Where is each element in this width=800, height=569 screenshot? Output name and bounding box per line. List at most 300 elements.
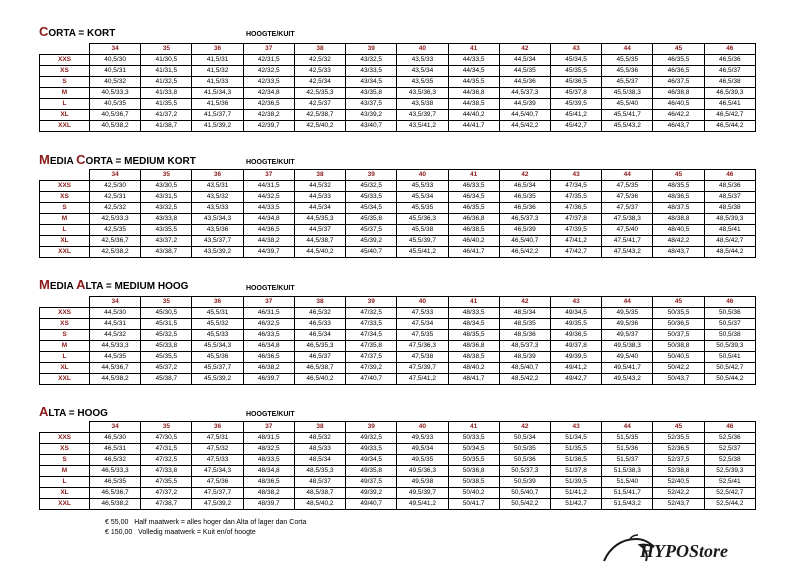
measurement-cell: 45,5/34,3 — [192, 341, 243, 352]
measurement-cell: 46/41,7 — [448, 247, 499, 258]
measurement-cell: 41,5/31 — [192, 55, 243, 66]
table-row — [40, 192, 756, 203]
measurement-cell: 45/30,5 — [141, 308, 192, 319]
measurement-cell: 47/33,5 — [346, 319, 397, 330]
measurement-cell: 42,5/37 — [294, 99, 345, 110]
measurement-cell: 45,5/31 — [192, 308, 243, 319]
measurement-cell: 51/41,2 — [550, 488, 601, 499]
size-column-header: 37 — [243, 422, 294, 433]
measurement-cell: 44,5/33,3 — [90, 341, 141, 352]
measurement-cell: 48/38,5 — [448, 352, 499, 363]
size-column-header: 42 — [499, 170, 550, 181]
measurement-cell: 47,5/36,3 — [397, 341, 448, 352]
measurement-cell: 43,5/39,2 — [192, 247, 243, 258]
measurement-cell: 40,5/32 — [90, 77, 141, 88]
section-title-corta: CORTA = KORT — [39, 24, 116, 39]
measurement-cell: 50/41,7 — [448, 499, 499, 510]
measurement-cell: 44,5/37,3 — [499, 88, 550, 99]
measurement-cell: 46,5/36 — [499, 203, 550, 214]
measurement-cell: 47/37,5 — [346, 352, 397, 363]
size-column-header: 34 — [90, 297, 141, 308]
size-column-header: 41 — [448, 44, 499, 55]
measurement-cell: 48/34,5 — [448, 319, 499, 330]
measurement-cell: 43,5/38 — [397, 99, 448, 110]
measurement-cell: 46,5/33 — [294, 319, 345, 330]
measurement-cell: 50,5/44,2 — [704, 374, 755, 385]
measurement-cell: 46,5/33,3 — [90, 466, 141, 477]
size-column-header: 39 — [346, 422, 397, 433]
measurement-cell: 40,5/38,2 — [90, 121, 141, 132]
table-row — [40, 203, 756, 214]
measurement-cell: 52/36,5 — [653, 444, 704, 455]
size-column-header: 43 — [550, 422, 601, 433]
measurement-cell: 48,5/37 — [704, 192, 755, 203]
size-column-header: 37 — [243, 170, 294, 181]
measurement-cell: 43/35,8 — [346, 88, 397, 99]
measurement-cell: 49/35,5 — [550, 319, 601, 330]
measurement-cell: 49,5/38 — [397, 477, 448, 488]
table-row — [40, 247, 756, 258]
measurement-cell: 44/38,5 — [448, 99, 499, 110]
measurement-cell: 47/36,5 — [550, 203, 601, 214]
measurement-cell: 50,5/35 — [499, 444, 550, 455]
size-column-header: 34 — [90, 422, 141, 433]
measurement-cell: 45/39,5 — [550, 99, 601, 110]
measurement-cell: 50/40,2 — [448, 488, 499, 499]
measurement-cell: 46,5/37 — [704, 66, 755, 77]
measurement-cell: 44,5/30 — [90, 308, 141, 319]
measurement-cell: 44,5/32 — [294, 181, 345, 192]
measurement-cell: 47/37,8 — [550, 214, 601, 225]
measurement-cell: 47/42,7 — [550, 247, 601, 258]
measurement-cell: 42,5/32 — [90, 203, 141, 214]
measurement-cell: 52/35,5 — [653, 433, 704, 444]
measurement-cell: 46/38,5 — [448, 225, 499, 236]
measurement-cell: 47/35,5 — [141, 477, 192, 488]
measurement-cell: 51,5/36 — [602, 444, 653, 455]
measurement-cell: 46/32,5 — [243, 319, 294, 330]
measurement-cell: 41/35,5 — [141, 99, 192, 110]
measurement-cell: 45,5/33 — [397, 181, 448, 192]
note-half-custom — [105, 519, 306, 526]
measurement-cell: 45/34,5 — [346, 203, 397, 214]
measurement-cell: 43/35,5 — [141, 225, 192, 236]
measurement-cell: 45,5/35 — [602, 55, 653, 66]
measurement-cell: 48/41,7 — [448, 374, 499, 385]
measurement-cell: 47/41,2 — [550, 236, 601, 247]
measurement-cell: 45,5/36 — [192, 352, 243, 363]
size-label: XXS — [40, 308, 90, 319]
subheader-alta: HOOGTE/KUIT — [246, 411, 295, 418]
table-row — [40, 77, 756, 88]
measurement-cell: 45/35,8 — [346, 214, 397, 225]
measurement-cell: 46/43,7 — [653, 121, 704, 132]
measurement-cell: 49/36,5 — [550, 330, 601, 341]
size-column-header: 39 — [346, 297, 397, 308]
measurement-cell: 46,5/41 — [704, 99, 755, 110]
measurement-cell: 43/40,7 — [346, 121, 397, 132]
measurement-cell: 43/34,5 — [346, 77, 397, 88]
measurement-cell: 48/35,5 — [653, 181, 704, 192]
measurement-cell: 50,5/39,3 — [704, 341, 755, 352]
size-label: M — [40, 88, 90, 99]
table-row — [40, 121, 756, 132]
measurement-cell: 47,5/39,2 — [192, 499, 243, 510]
measurement-cell: 42/38,2 — [243, 110, 294, 121]
size-column-header: 36 — [192, 170, 243, 181]
measurement-cell: 49/40,7 — [346, 499, 397, 510]
measurement-cell: 47/33,8 — [141, 466, 192, 477]
measurement-cell: 48,5/34 — [499, 308, 550, 319]
measurement-cell: 46,5/36,7 — [90, 488, 141, 499]
size-column-header: 40 — [397, 44, 448, 55]
measurement-cell: 42/33,5 — [243, 77, 294, 88]
measurement-cell: 49,5/41,2 — [397, 499, 448, 510]
measurement-cell: 44,5/34 — [294, 203, 345, 214]
measurement-cell: 48/36,5 — [653, 192, 704, 203]
size-column-header: 46 — [704, 297, 755, 308]
measurement-cell: 49,5/39,7 — [397, 488, 448, 499]
measurement-cell: 50,5/36 — [499, 455, 550, 466]
measurement-cell: 45,5/34 — [397, 192, 448, 203]
size-column-header: 38 — [294, 297, 345, 308]
measurement-cell: 47/31,5 — [141, 444, 192, 455]
measurement-cell: 43/39,2 — [346, 110, 397, 121]
table-row — [40, 55, 756, 66]
measurement-cell: 49,5/43,2 — [602, 374, 653, 385]
measurement-cell: 45/34,5 — [550, 55, 601, 66]
measurement-cell: 48,5/41 — [704, 225, 755, 236]
measurement-cell: 43/30,5 — [141, 181, 192, 192]
size-column-header: 36 — [192, 297, 243, 308]
measurement-cell: 49,5/37 — [602, 330, 653, 341]
measurement-cell: 52,5/37 — [704, 444, 755, 455]
measurement-cell: 41/31,5 — [141, 66, 192, 77]
measurement-cell: 48,5/34 — [294, 455, 345, 466]
measurement-cell: 47,5/40 — [602, 225, 653, 236]
logo-text: HYPOStore — [640, 541, 728, 561]
size-label: S — [40, 455, 90, 466]
measurement-cell: 46,5/39 — [499, 225, 550, 236]
measurement-cell: 43,5/36,3 — [397, 88, 448, 99]
size-label: XXS — [40, 55, 90, 66]
measurement-cell: 45,5/43,2 — [602, 121, 653, 132]
section-title-media-corta: MEDIA CORTA = MEDIUM KORT — [39, 152, 196, 167]
size-column-header: 43 — [550, 44, 601, 55]
size-table-media-corta — [39, 169, 756, 258]
measurement-cell: 43/33,8 — [141, 214, 192, 225]
measurement-cell: 48,5/38,7 — [294, 488, 345, 499]
measurement-cell: 40,5/31 — [90, 66, 141, 77]
measurement-cell: 44,5/35,3 — [294, 214, 345, 225]
table-row — [40, 110, 756, 121]
measurement-cell: 47,5/37 — [602, 203, 653, 214]
table-row — [40, 225, 756, 236]
measurement-cell: 45,5/41,2 — [397, 247, 448, 258]
measurement-cell: 52,5/38 — [704, 455, 755, 466]
measurement-cell: 47,5/31 — [192, 433, 243, 444]
measurement-cell: 49,5/35 — [397, 455, 448, 466]
measurement-cell: 45/37,2 — [141, 363, 192, 374]
measurement-cell: 50,5/37 — [704, 319, 755, 330]
measurement-cell: 46,5/38 — [704, 77, 755, 88]
measurement-cell: 49/39,5 — [550, 352, 601, 363]
measurement-cell: 47,5/34 — [397, 319, 448, 330]
measurement-cell: 51/34,5 — [550, 433, 601, 444]
measurement-cell: 49,5/36 — [602, 319, 653, 330]
size-column-header: 35 — [141, 297, 192, 308]
measurement-cell: 42,5/32 — [294, 55, 345, 66]
measurement-cell: 46/40,5 — [653, 99, 704, 110]
measurement-cell: 45/38,7 — [141, 374, 192, 385]
measurement-cell: 41/38,7 — [141, 121, 192, 132]
measurement-cell: 45,5/35 — [397, 203, 448, 214]
measurement-cell: 46,5/38,7 — [294, 363, 345, 374]
measurement-cell: 46/37,5 — [653, 77, 704, 88]
size-label: XL — [40, 363, 90, 374]
table-row — [40, 341, 756, 352]
measurement-cell: 44,5/38,2 — [90, 374, 141, 385]
measurement-cell: 46,5/30 — [90, 433, 141, 444]
measurement-cell: 47,5/34,3 — [192, 466, 243, 477]
size-column-header: 39 — [346, 170, 397, 181]
measurement-cell: 42,5/33 — [294, 66, 345, 77]
measurement-cell: 41/33,8 — [141, 88, 192, 99]
section-title-media-alta: MEDIA ALTA = MEDIUM HOOG — [39, 277, 189, 292]
table-row — [40, 444, 756, 455]
measurement-cell: 48/38,2 — [243, 488, 294, 499]
subheader-media-alta: HOOGTE/KUIT — [246, 285, 295, 292]
size-label: XXL — [40, 247, 90, 258]
measurement-cell: 48/35,5 — [448, 330, 499, 341]
measurement-cell: 45/42,7 — [550, 121, 601, 132]
measurement-cell: 52,5/41 — [704, 477, 755, 488]
measurement-cell: 50/36,5 — [653, 319, 704, 330]
measurement-cell: 46/34,8 — [243, 341, 294, 352]
measurement-cell: 49/37,8 — [550, 341, 601, 352]
measurement-cell: 48,5/39 — [499, 352, 550, 363]
size-column-header: 36 — [192, 422, 243, 433]
table-row — [40, 352, 756, 363]
measurement-cell: 47/38,7 — [141, 499, 192, 510]
measurement-cell: 50/43,7 — [653, 374, 704, 385]
measurement-cell: 44/33,5 — [448, 55, 499, 66]
measurement-cell: 42,5/36,7 — [90, 236, 141, 247]
measurement-cell: 51/42,7 — [550, 499, 601, 510]
measurement-cell: 45/32,5 — [141, 330, 192, 341]
measurement-cell: 50,5/41 — [704, 352, 755, 363]
measurement-cell: 48/36,5 — [243, 477, 294, 488]
size-table-media-alta — [39, 296, 756, 385]
measurement-cell: 46,5/31 — [90, 444, 141, 455]
measurement-cell: 48,5/38 — [704, 203, 755, 214]
table-row — [40, 433, 756, 444]
measurement-cell: 40,5/35 — [90, 99, 141, 110]
size-table-alta — [39, 421, 756, 510]
measurement-cell: 45/31,5 — [141, 319, 192, 330]
measurement-cell: 41,5/32 — [192, 66, 243, 77]
measurement-cell: 46,5/37 — [294, 352, 345, 363]
measurement-cell: 44/40,2 — [448, 110, 499, 121]
measurement-cell: 51/37,8 — [550, 466, 601, 477]
size-label: XL — [40, 110, 90, 121]
measurement-cell: 44,5/38,7 — [294, 236, 345, 247]
measurement-cell: 51,5/38,3 — [602, 466, 653, 477]
measurement-cell: 42,5/31 — [90, 192, 141, 203]
measurement-cell: 45,5/38,3 — [602, 88, 653, 99]
size-column-header: 45 — [653, 297, 704, 308]
measurement-cell: 43,5/34 — [397, 66, 448, 77]
measurement-cell: 50,5/36 — [704, 308, 755, 319]
measurement-cell: 42,5/30 — [90, 181, 141, 192]
table-row — [40, 99, 756, 110]
size-label: L — [40, 99, 90, 110]
table-row — [40, 477, 756, 488]
measurement-cell: 44/34,8 — [243, 214, 294, 225]
size-label: XS — [40, 319, 90, 330]
measurement-cell: 43,5/31 — [192, 181, 243, 192]
size-label: XL — [40, 236, 90, 247]
size-label: XS — [40, 444, 90, 455]
measurement-cell: 43,5/39,7 — [397, 110, 448, 121]
measurement-cell: 42,5/40,2 — [294, 121, 345, 132]
measurement-cell: 43,5/35 — [397, 77, 448, 88]
size-column-header: 44 — [602, 297, 653, 308]
size-column-header: 40 — [397, 422, 448, 433]
measurement-cell: 43,5/41,2 — [397, 121, 448, 132]
measurement-cell: 50,5/34 — [499, 433, 550, 444]
measurement-cell: 48/34,8 — [243, 466, 294, 477]
measurement-cell: 44,5/40,7 — [499, 110, 550, 121]
measurement-cell: 48,5/40,7 — [499, 363, 550, 374]
measurement-cell: 46/36,5 — [243, 352, 294, 363]
measurement-cell: 52,5/36 — [704, 433, 755, 444]
table-row — [40, 466, 756, 477]
measurement-cell: 44,5/35 — [499, 66, 550, 77]
measurement-cell: 42,5/34 — [294, 77, 345, 88]
measurement-cell: 47/35,8 — [346, 341, 397, 352]
measurement-cell: 44/36,8 — [448, 88, 499, 99]
measurement-cell: 48,5/35 — [499, 319, 550, 330]
measurement-cell: 44/32,5 — [243, 192, 294, 203]
table-row — [40, 319, 756, 330]
measurement-cell: 52,5/39,3 — [704, 466, 755, 477]
measurement-cell: 46/42,2 — [653, 110, 704, 121]
table-row — [40, 363, 756, 374]
measurement-cell: 48,5/42,2 — [499, 374, 550, 385]
size-label: L — [40, 477, 90, 488]
measurement-cell: 48/39,7 — [243, 499, 294, 510]
corner-cell — [40, 422, 90, 433]
measurement-cell: 48,5/32 — [294, 433, 345, 444]
measurement-cell: 44,5/35 — [90, 352, 141, 363]
measurement-cell: 44,5/42,2 — [499, 121, 550, 132]
measurement-cell: 49,5/38,3 — [602, 341, 653, 352]
table-row — [40, 66, 756, 77]
measurement-cell: 52/37,5 — [653, 455, 704, 466]
size-column-header: 45 — [653, 44, 704, 55]
measurement-cell: 46/31,5 — [243, 308, 294, 319]
measurement-cell: 50/35,5 — [653, 308, 704, 319]
measurement-cell: 47,5/33 — [192, 455, 243, 466]
table-row — [40, 308, 756, 319]
measurement-cell: 44,5/36,7 — [90, 363, 141, 374]
measurement-cell: 52/42,2 — [653, 488, 704, 499]
measurement-cell: 40,5/36,7 — [90, 110, 141, 121]
measurement-cell: 41/37,2 — [141, 110, 192, 121]
measurement-cell: 44/38,2 — [243, 236, 294, 247]
measurement-cell: 48,5/40,2 — [294, 499, 345, 510]
measurement-cell: 42/31,5 — [243, 55, 294, 66]
corner-cell — [40, 170, 90, 181]
measurement-cell: 51,5/41,7 — [602, 488, 653, 499]
measurement-cell: 48/36,8 — [448, 341, 499, 352]
size-label: M — [40, 214, 90, 225]
header-row — [40, 297, 756, 308]
measurement-cell: 52/43,7 — [653, 499, 704, 510]
measurement-cell: 48/32,5 — [243, 444, 294, 455]
measurement-cell: 44,5/39 — [499, 99, 550, 110]
size-label: XL — [40, 488, 90, 499]
measurement-cell: 47/34,5 — [550, 181, 601, 192]
table-row — [40, 499, 756, 510]
size-label: XXS — [40, 433, 90, 444]
hypostore-logo — [600, 533, 770, 567]
section-title-alta: ALTA = HOOG — [39, 404, 108, 419]
measurement-cell: 50/38,5 — [448, 477, 499, 488]
measurement-cell: 44/35,5 — [448, 77, 499, 88]
measurement-cell: 43/38,7 — [141, 247, 192, 258]
measurement-cell: 41,5/37,7 — [192, 110, 243, 121]
measurement-cell: 45/39,2 — [346, 236, 397, 247]
measurement-cell: 46,5/34 — [499, 181, 550, 192]
measurement-cell: 46/38,8 — [653, 88, 704, 99]
measurement-cell: 48/40,2 — [448, 363, 499, 374]
measurement-cell: 44,5/40,2 — [294, 247, 345, 258]
measurement-cell: 47,5/41,2 — [397, 374, 448, 385]
measurement-cell: 47/35,5 — [550, 192, 601, 203]
measurement-cell: 49,5/34 — [397, 444, 448, 455]
measurement-cell: 46,5/32 — [294, 308, 345, 319]
measurement-cell: 47/32,5 — [346, 308, 397, 319]
measurement-cell: 48/33,5 — [448, 308, 499, 319]
size-column-header: 46 — [704, 170, 755, 181]
size-column-header: 34 — [90, 170, 141, 181]
measurement-cell: 45/33,5 — [346, 192, 397, 203]
measurement-cell: 42,5/33,3 — [90, 214, 141, 225]
size-label: S — [40, 203, 90, 214]
note-text: Half maatwerk = alles hoger dan Alta of lager dan Corta — [134, 519, 307, 526]
note-price: € 55,00 — [105, 519, 129, 526]
measurement-cell: 45/32,5 — [346, 181, 397, 192]
measurement-cell: 51/36,5 — [550, 455, 601, 466]
size-label: XXL — [40, 374, 90, 385]
measurement-cell: 46,5/32 — [90, 455, 141, 466]
measurement-cell: 44,5/31 — [90, 319, 141, 330]
size-column-header: 36 — [192, 44, 243, 55]
size-column-header: 43 — [550, 297, 601, 308]
header-row — [40, 44, 756, 55]
measurement-cell: 42,5/35 — [90, 225, 141, 236]
measurement-cell: 45/36,5 — [550, 77, 601, 88]
measurement-cell: 47,5/32 — [192, 444, 243, 455]
measurement-cell: 50/34,5 — [448, 444, 499, 455]
measurement-cell: 46/35,5 — [448, 203, 499, 214]
measurement-cell: 49,5/36,3 — [397, 466, 448, 477]
measurement-cell: 42/32,5 — [243, 66, 294, 77]
measurement-cell: 40,5/33,3 — [90, 88, 141, 99]
measurement-cell: 49,5/41,7 — [602, 363, 653, 374]
